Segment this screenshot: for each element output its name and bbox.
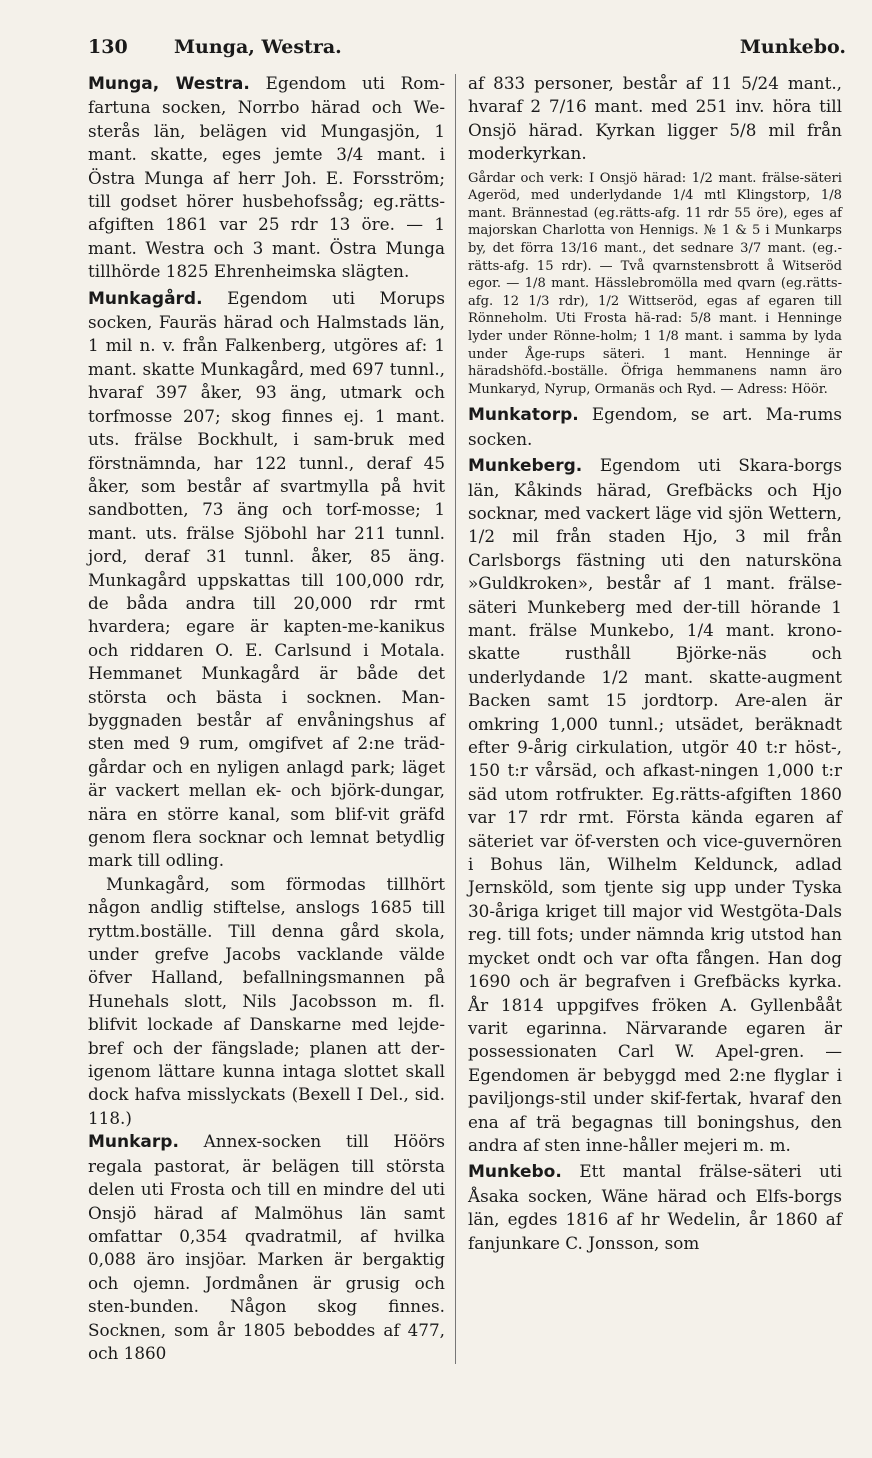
entry-continuation: af 833 personer, består af 11 5/24 mant., hvaraf 2 7/16 mant. med 251 inv. höra till Onsjö härad. Kyrkan ligger 5/8 mil från moderkyrkan. [468,73,842,164]
entry-text: Egendom, se art. Ma-rums socken. [468,404,842,449]
entry-munkebo [468,1160,842,1255]
headword: Munga, Westra. [88,74,250,94]
headword: Munkarp. [88,1132,179,1153]
header-right-title: Munkebo. [739,36,846,58]
running-header [88,32,846,62]
left-column [88,72,445,1365]
entry-text: Egendom uti Skara-borgs län, Kåkinds härad, Grefbäcks och Hjo socknar, med vackert läge vid sjön Wettern, 1/2 mil från staden Hjo, 3 mil från Carlsborgs fästning uti den natursköna »Guldkroken», består af 1 mant. frälse-säteri Munkeberg med der-till hörande 1 mant. frälse Munkebo, 1/4 mant. krono-skatte rusthåll Björke-näs och underlydande 1/2 mant. skatte-augment Backen samt 15 jordtorp. Are-alen är omkring 1,000 tunnl.; utsädet, beräknadt efter 9-årig cirkulation, utgör 40 t:r höst-, 150 t:r vårsäd, och afkast-ningen 1,000 t:r säd utom rotfrukter. Eg.rätts-afgiften 1860 var 17 rdr rmt. Första kända egaren af säteriet var öf-versten och vice-guvernören i Bohus län, Wilhelm Keldunck, adlad Jernsköld, som tjente sig upp under Tyska 30-åriga kriget till major vid Westgöta-Dals reg. till fots; under nämnda krig utstod han mycket ondt och var ofta fången. Han dog 1690 och är begrafven i Grefbäcks kyrka. År 1814 uppgifves fröken A. Gyllenbååt varit egarinna. Närvarande egaren är possessionaten Carl W. Apel-gren. — Egendomen är bebyggd med 2:ne flyglar i paviljongs-stil under skif-fertak, hvaraf den ena af trä begagnas till boningshus, den andra af sten inne-håller mejeri m. m. [468,455,842,1155]
header-left-title: Munga, Westra. [174,36,342,58]
headword: Munkebo. [468,1162,562,1183]
entry-munkarp [88,1130,445,1365]
entry-smallprint: Gårdar och verk: I Onsjö härad: 1/2 mant. frälse-säteri Ageröd, med underlydande 1/4 mtl Klingstorp, 1/8 mant. Brännestad (eg.rätts-afg. 11 rdr 55 öre), eges af majorskan Charlotta von Hennigs. № 1 & 5 i Munkarps by, det förra 13/16 mant., det sednare 3/7 mant. (eg.-rätts-afg. 15 rdr). — Två qvarnstensbrott å Witseröd egor. — 1/8 mant. Hässlebromölla med qvarn (eg.rätts-afg. 12 1/3 rdr), 1/2 Wittseröd, egas af egaren till Rönneholm. Uti Frosta hä-rad: 5/8 mant. i Henninge lyder under Rönne-holm; 1 1/8 mant. i samma by lyda under Åge-rups säteri. 1 mant. Henninge är häradshöfd.-boställe. Öfriga hemmanens namn äro Munkaryd, Nyrup, Ormanäs och Ryd. — Adress: Höör. [468,170,842,397]
entry-paragraph: Munkagård, som förmodas tillhört någon andlig stiftelse, anslogs 1685 till ryttm.boställe. Till denna gård skola, under grefve Jacobs vacklande välde öfver Halland, befallningsmannen på Hunehals slott, Nils Jacobsson m. fl. blifvit lockade af Danskarne med lejde-bref och der fängslade; planen att der-igenom lättare kunna intaga slottet skall dock hafva misslyckats (Bexell I Del., sid. 118.) [88,873,445,1128]
entry-text: Egendom uti Rom-fartuna socken, Norrbo härad och We-sterås län, belägen vid Mungasjön, 1 mant. skatte, eges jemte 3/4 mant. i Östra Munga af herr Joh. E. Forsström; till godset hörer husbehofssåg; eg.rätts-afgiften 1861 var 25 rdr 13 öre. — 1 mant. Westra och 3 mant. Östra Munga tillhörde 1825 Ehrenheimska slägten. [88,73,445,282]
entry-text: Egendom uti Morups socken, Fauräs härad och Halmstads län, 1 mil n. v. från Falkenberg, utgöres af: 1 mant. skatte Munkagård, med 697 tunnl., hvaraf 397 åker, 93 äng, utmark och torfmosse 207; skog finnes ej. 1 mant. uts. frälse Bockhult, i sam-bruk med förstnämnda, har 122 tunnl., deraf 45 åker, som består af svartmylla på hvit sandbotten, 73 äng och torf-mosse; 1 mant. uts. frälse Sjöbohl har 211 tunnl. jord, deraf 31 tunnl. åker, 85 äng. Munkagård uppskattas till 100,000 rdr, de båda andra till 20,000 rdr rmt hvardera; egare är kapten-me-kanikus och riddaren O. E. Carlsund i Motala. Hemmanet Munkagård är både det största och bästa i socknen. Man-byggnaden består af envåningshus af sten med 9 rum, omgifvet af 2:ne träd-gårdar och en nyligen anlagd park; läget är vackert mellan ek- och björk-dungar, nära en större kanal, som blif-vit gräfd genom flera socknar och lemnat betydlig mark till odling. [88,287,446,871]
entry-munkatorp [468,403,842,451]
headword: Munkeberg. [468,456,583,477]
column-divider [455,74,456,1364]
entry-text: Ett mantal frälse-säteri uti Åsaka socken, Wäne härad och Elfs-borgs län, egdes 1816 af hr Wedelin, år 1860 af fanjunkare C. Jonsson, som [468,1161,842,1253]
page-number: 130 [88,36,128,58]
entry-munkeberg [468,454,842,1157]
entry-munga-westra [88,72,445,284]
headword: Munkatorp. [468,405,579,426]
entry-text: Annex-socken till Höörs regala pastorat, är belägen till största delen uti Frosta och till en mindre del uti Onsjö härad af Malmöhus län samt omfattar 0,354 qvadratmil, af hvilka 0,088 äro insjöar. Marken är bergaktig och ojemn. Jordmånen är grusig och sten-bunden. Någon skog finnes. Socknen, som år 1805 beboddes af 477, och 1860 [88,1131,445,1363]
headword: Munkagård. [88,288,203,309]
right-column [468,72,842,1255]
entry-munkagard [88,287,445,873]
